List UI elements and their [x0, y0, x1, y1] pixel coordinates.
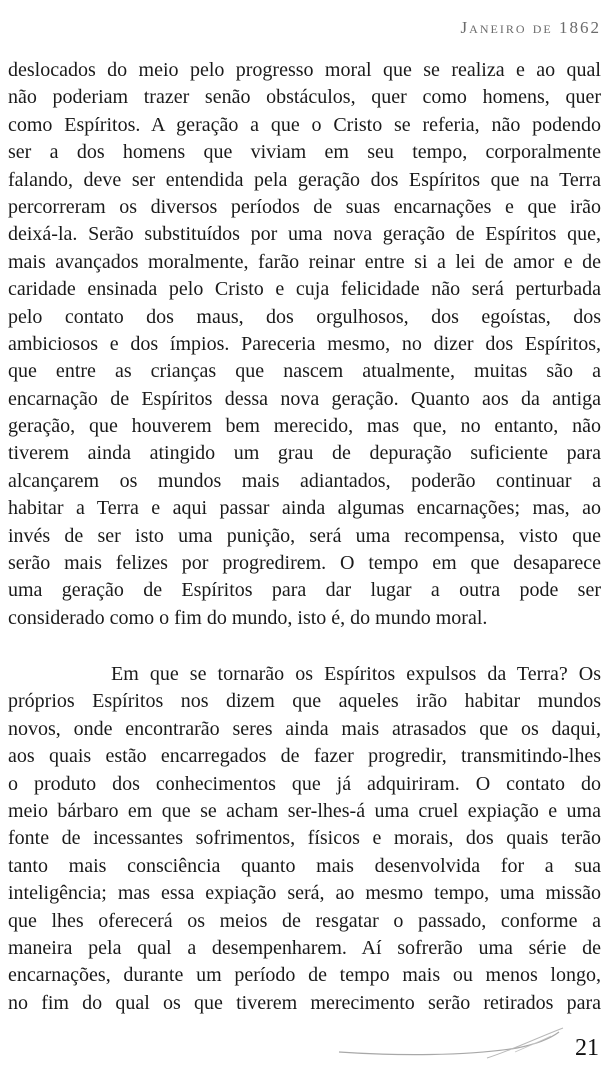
decorative-flourish	[337, 1022, 567, 1062]
page-number: 21	[575, 1035, 599, 1061]
text-line: não poderiam trazer senão obstáculos, quer como homens, quer	[8, 86, 601, 109]
text-line: deslocados do meio pelo progresso moral que se realiza e ao qual	[8, 59, 601, 81]
text-line: que entre as crianças que nascem atualmente, muitas são a	[8, 360, 601, 383]
text-line: tanto mais consciência quanto mais desenvolvida for a sua	[8, 854, 601, 877]
text-line: ser a dos homens que viviam em seu tempo, corporalmente	[8, 141, 601, 164]
text-line: inteligência; mas essa expiação será, ao mesmo tempo, uma missão	[8, 882, 601, 905]
text-line: fonte de incessantes sofrimentos, físicos e morais, dos quais terão	[8, 827, 601, 850]
text-line: Em que se tornarão os Espíritos expulsos da Terra? Os	[111, 663, 601, 685]
text-line: serão mais felizes por progredirem. O tempo em que desaparece	[8, 552, 601, 575]
text-line: como Espíritos. A geração a que o Cristo se referia, não podendo	[8, 113, 601, 136]
text-line: percorreram os diversos períodos de suas encarnações e que irão	[8, 195, 601, 218]
text-line: alcançarem os mundos mais adiantados, poderão continuar a	[8, 469, 601, 492]
paragraph-1	[8, 57, 601, 632]
text-line: que lhes oferecerá os meios de resgatar o passado, conforme a	[8, 909, 601, 932]
text-line: mais avançados moralmente, farão reinar entre si a lei de amor e de	[8, 250, 601, 273]
text-line: meio bárbaro em que se acham ser-lhes-á uma cruel expiação e uma	[8, 799, 601, 822]
text-line: maneira pela qual a desempenharem. Aí sofrerão uma série de	[8, 936, 601, 959]
text-line: próprios Espíritos nos dizem que aqueles irão habitar mundos	[8, 690, 601, 713]
text-line: novos, onde encontrarão seres ainda mais atrasados que os daqui,	[8, 717, 601, 740]
text-line: pelo contato dos maus, dos orgulhosos, dos egoístas, dos	[8, 305, 601, 328]
text-line: deixá-la. Serão substituídos por uma nova geração de Espíritos que,	[8, 223, 601, 246]
text-line: o produto dos conhecimentos que já adquiriram. O contato do	[8, 772, 601, 795]
running-header: Janeiro de 1862	[460, 18, 601, 37]
text-line: ambiciosos e dos ímpios. Pareceria mesmo, no dizer dos Espíritos,	[8, 332, 601, 355]
text-line: invés de ser isto uma punição, será uma recompensa, visto que	[8, 524, 601, 547]
text-line: encarnações, durante um período de tempo mais ou menos longo,	[8, 964, 601, 987]
paragraph-2	[8, 661, 601, 1017]
text-line: encarnação de Espíritos dessa nova geração. Quanto aos da antiga	[8, 387, 601, 410]
text-line: caridade ensinada pelo Cristo e cuja felicidade não será perturbada	[8, 278, 601, 301]
text-line: geração, que houverem bem merecido, mas que, no entanto, não	[8, 415, 601, 438]
text-line: uma geração de Espíritos para dar lugar a outra pode ser	[8, 579, 601, 602]
text-line: falando, deve ser entendida pela geração dos Espíritos que na Terra	[8, 168, 601, 191]
text-line: aos quais estão encarregados de fazer progredir, transmitindo-lhes	[8, 745, 601, 768]
text-line: no fim do qual os que tiverem merecimento serão retirados para	[8, 991, 601, 1014]
text-line: tiverem ainda atingido um grau de depuração suficiente para	[8, 442, 601, 465]
text-line: considerado como o fim do mundo, isto é, do mundo moral.	[8, 606, 488, 629]
text-line: habitar a Terra e aqui passar ainda algumas encarnações; mas, ao	[8, 497, 601, 520]
